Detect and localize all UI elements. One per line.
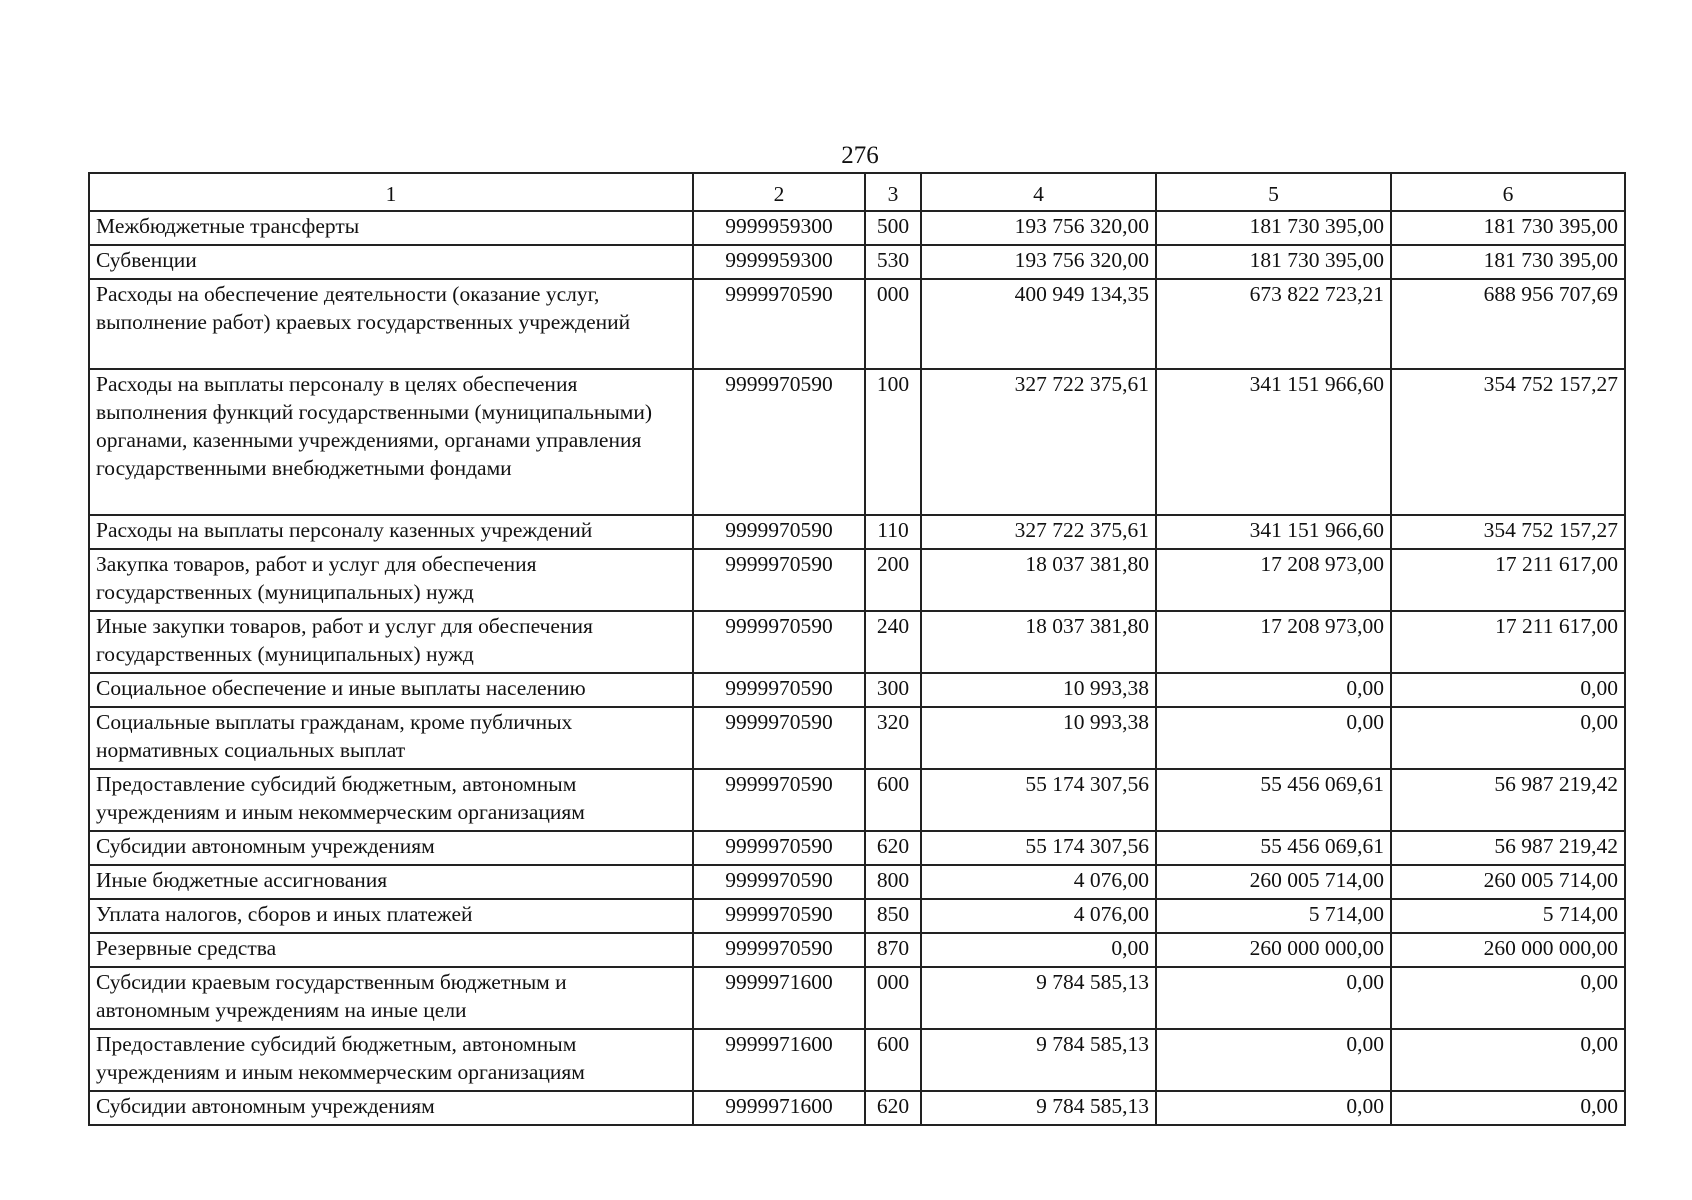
row-name-cell: Расходы на обеспечение деятельности (оказание услуг, выполнение работ) краевых государственных учреждений [89,279,693,369]
row-value-6-cell: 0,00 [1391,1091,1625,1125]
row-vr-cell: 000 [865,279,921,369]
row-name-cell: Уплата налогов, сборов и иных платежей [89,899,693,933]
table-row [89,549,1625,611]
row-value-6-cell: 17 211 617,00 [1391,549,1625,611]
row-name-cell: Социальные выплаты гражданам, кроме публичных нормативных социальных выплат [89,707,693,769]
header-row [89,173,1625,211]
row-value-4-cell: 10 993,38 [921,707,1156,769]
row-value-5-cell: 260 000 000,00 [1156,933,1391,967]
row-value-5-cell: 673 822 723,21 [1156,279,1391,369]
row-vr-cell: 300 [865,673,921,707]
row-value-5-cell: 17 208 973,00 [1156,611,1391,673]
row-value-4-cell: 18 037 381,80 [921,611,1156,673]
row-value-6-cell: 56 987 219,42 [1391,769,1625,831]
row-vr-cell: 600 [865,769,921,831]
row-code-cell: 9999970590 [693,899,865,933]
row-value-5-cell: 0,00 [1156,1091,1391,1125]
table-row [89,279,1625,369]
row-value-6-cell: 260 005 714,00 [1391,865,1625,899]
row-value-5-cell: 260 005 714,00 [1156,865,1391,899]
row-code-cell: 9999971600 [693,1091,865,1125]
row-value-5-cell: 0,00 [1156,967,1391,1029]
row-value-5-cell: 0,00 [1156,707,1391,769]
row-value-4-cell: 55 174 307,56 [921,831,1156,865]
table-row [89,933,1625,967]
table-row [89,369,1625,515]
row-value-4-cell: 9 784 585,13 [921,1029,1156,1091]
row-code-cell: 9999970590 [693,611,865,673]
row-name-cell: Субвенции [89,245,693,279]
row-value-4-cell: 10 993,38 [921,673,1156,707]
row-name-cell: Субсидии автономным учреждениям [89,831,693,865]
row-name-cell: Иные закупки товаров, работ и услуг для обеспечения государственных (муниципальных) нужд [89,611,693,673]
row-name-cell: Резервные средства [89,933,693,967]
row-value-5-cell: 341 151 966,60 [1156,369,1391,515]
table-row [89,769,1625,831]
row-vr-cell: 320 [865,707,921,769]
row-code-cell: 9999970590 [693,673,865,707]
page-number: 276 [841,142,879,169]
row-value-6-cell: 688 956 707,69 [1391,279,1625,369]
row-vr-cell: 240 [865,611,921,673]
row-code-cell: 9999971600 [693,1029,865,1091]
row-value-6-cell: 181 730 395,00 [1391,245,1625,279]
row-value-6-cell: 0,00 [1391,967,1625,1029]
row-code-cell: 9999970590 [693,369,865,515]
row-value-4-cell: 4 076,00 [921,899,1156,933]
row-value-6-cell: 354 752 157,27 [1391,369,1625,515]
header-cell-2: 2 [693,173,865,211]
row-vr-cell: 620 [865,1091,921,1125]
row-value-6-cell: 181 730 395,00 [1391,211,1625,245]
row-value-4-cell: 327 722 375,61 [921,515,1156,549]
row-value-6-cell: 0,00 [1391,1029,1625,1091]
row-code-cell: 9999971600 [693,967,865,1029]
row-value-5-cell: 0,00 [1156,673,1391,707]
row-name-cell: Субсидии автономным учреждениям [89,1091,693,1125]
row-value-4-cell: 4 076,00 [921,865,1156,899]
row-value-4-cell: 9 784 585,13 [921,967,1156,1029]
row-vr-cell: 200 [865,549,921,611]
row-code-cell: 9999970590 [693,865,865,899]
row-value-5-cell: 55 456 069,61 [1156,769,1391,831]
table-row [89,865,1625,899]
row-value-6-cell: 56 987 219,42 [1391,831,1625,865]
row-code-cell: 9999970590 [693,933,865,967]
header-cell-6: 6 [1391,173,1625,211]
row-value-5-cell: 17 208 973,00 [1156,549,1391,611]
row-code-cell: 9999970590 [693,769,865,831]
table-body [89,173,1625,1125]
table-row [89,899,1625,933]
row-code-cell: 9999970590 [693,279,865,369]
row-value-4-cell: 55 174 307,56 [921,769,1156,831]
row-value-5-cell: 5 714,00 [1156,899,1391,933]
table-row [89,673,1625,707]
row-name-cell: Расходы на выплаты персоналу казенных учреждений [89,515,693,549]
row-vr-cell: 000 [865,967,921,1029]
table-row [89,211,1625,245]
row-code-cell: 9999970590 [693,515,865,549]
row-vr-cell: 850 [865,899,921,933]
row-code-cell: 9999959300 [693,211,865,245]
row-value-5-cell: 181 730 395,00 [1156,211,1391,245]
row-code-cell: 9999959300 [693,245,865,279]
header-cell-3: 3 [865,173,921,211]
row-vr-cell: 800 [865,865,921,899]
row-value-6-cell: 354 752 157,27 [1391,515,1625,549]
row-value-4-cell: 400 949 134,35 [921,279,1156,369]
row-value-6-cell: 0,00 [1391,673,1625,707]
row-value-6-cell: 5 714,00 [1391,899,1625,933]
row-name-cell: Расходы на выплаты персоналу в целях обеспечения выполнения функций государственными (муниципальными) органами, казенными учреждениями, органами управления государственными внебюджетными фондами [89,369,693,515]
row-vr-cell: 530 [865,245,921,279]
row-name-cell: Субсидии краевым государственным бюджетным и автономным учреждениям на иные цели [89,967,693,1029]
table-row [89,831,1625,865]
row-vr-cell: 110 [865,515,921,549]
row-value-5-cell: 55 456 069,61 [1156,831,1391,865]
row-vr-cell: 100 [865,369,921,515]
row-value-5-cell: 341 151 966,60 [1156,515,1391,549]
row-name-cell: Предоставление субсидий бюджетным, автономным учреждениям и иным некоммерческим организациям [89,769,693,831]
row-vr-cell: 870 [865,933,921,967]
table-row [89,967,1625,1029]
table-row [89,1091,1625,1125]
row-code-cell: 9999970590 [693,707,865,769]
row-name-cell: Закупка товаров, работ и услуг для обеспечения государственных (муниципальных) нужд [89,549,693,611]
header-cell-4: 4 [921,173,1156,211]
row-value-4-cell: 0,00 [921,933,1156,967]
row-name-cell: Социальное обеспечение и иные выплаты населению [89,673,693,707]
row-value-6-cell: 260 000 000,00 [1391,933,1625,967]
row-value-4-cell: 18 037 381,80 [921,549,1156,611]
row-vr-cell: 500 [865,211,921,245]
row-value-4-cell: 327 722 375,61 [921,369,1156,515]
row-name-cell: Межбюджетные трансферты [89,211,693,245]
header-cell-5: 5 [1156,173,1391,211]
table-row [89,245,1625,279]
row-value-4-cell: 193 756 320,00 [921,211,1156,245]
row-vr-cell: 620 [865,831,921,865]
header-cell-1: 1 [89,173,693,211]
row-value-6-cell: 17 211 617,00 [1391,611,1625,673]
table-row [89,1029,1625,1091]
table-row [89,707,1625,769]
row-vr-cell: 600 [865,1029,921,1091]
row-value-4-cell: 9 784 585,13 [921,1091,1156,1125]
row-value-6-cell: 0,00 [1391,707,1625,769]
row-code-cell: 9999970590 [693,549,865,611]
row-name-cell: Предоставление субсидий бюджетным, автономным учреждениям и иным некоммерческим организациям [89,1029,693,1091]
table-row [89,611,1625,673]
row-value-5-cell: 0,00 [1156,1029,1391,1091]
row-code-cell: 9999970590 [693,831,865,865]
table-row [89,515,1625,549]
row-value-4-cell: 193 756 320,00 [921,245,1156,279]
row-value-5-cell: 181 730 395,00 [1156,245,1391,279]
budget-table [88,172,1626,1126]
row-name-cell: Иные бюджетные ассигнования [89,865,693,899]
